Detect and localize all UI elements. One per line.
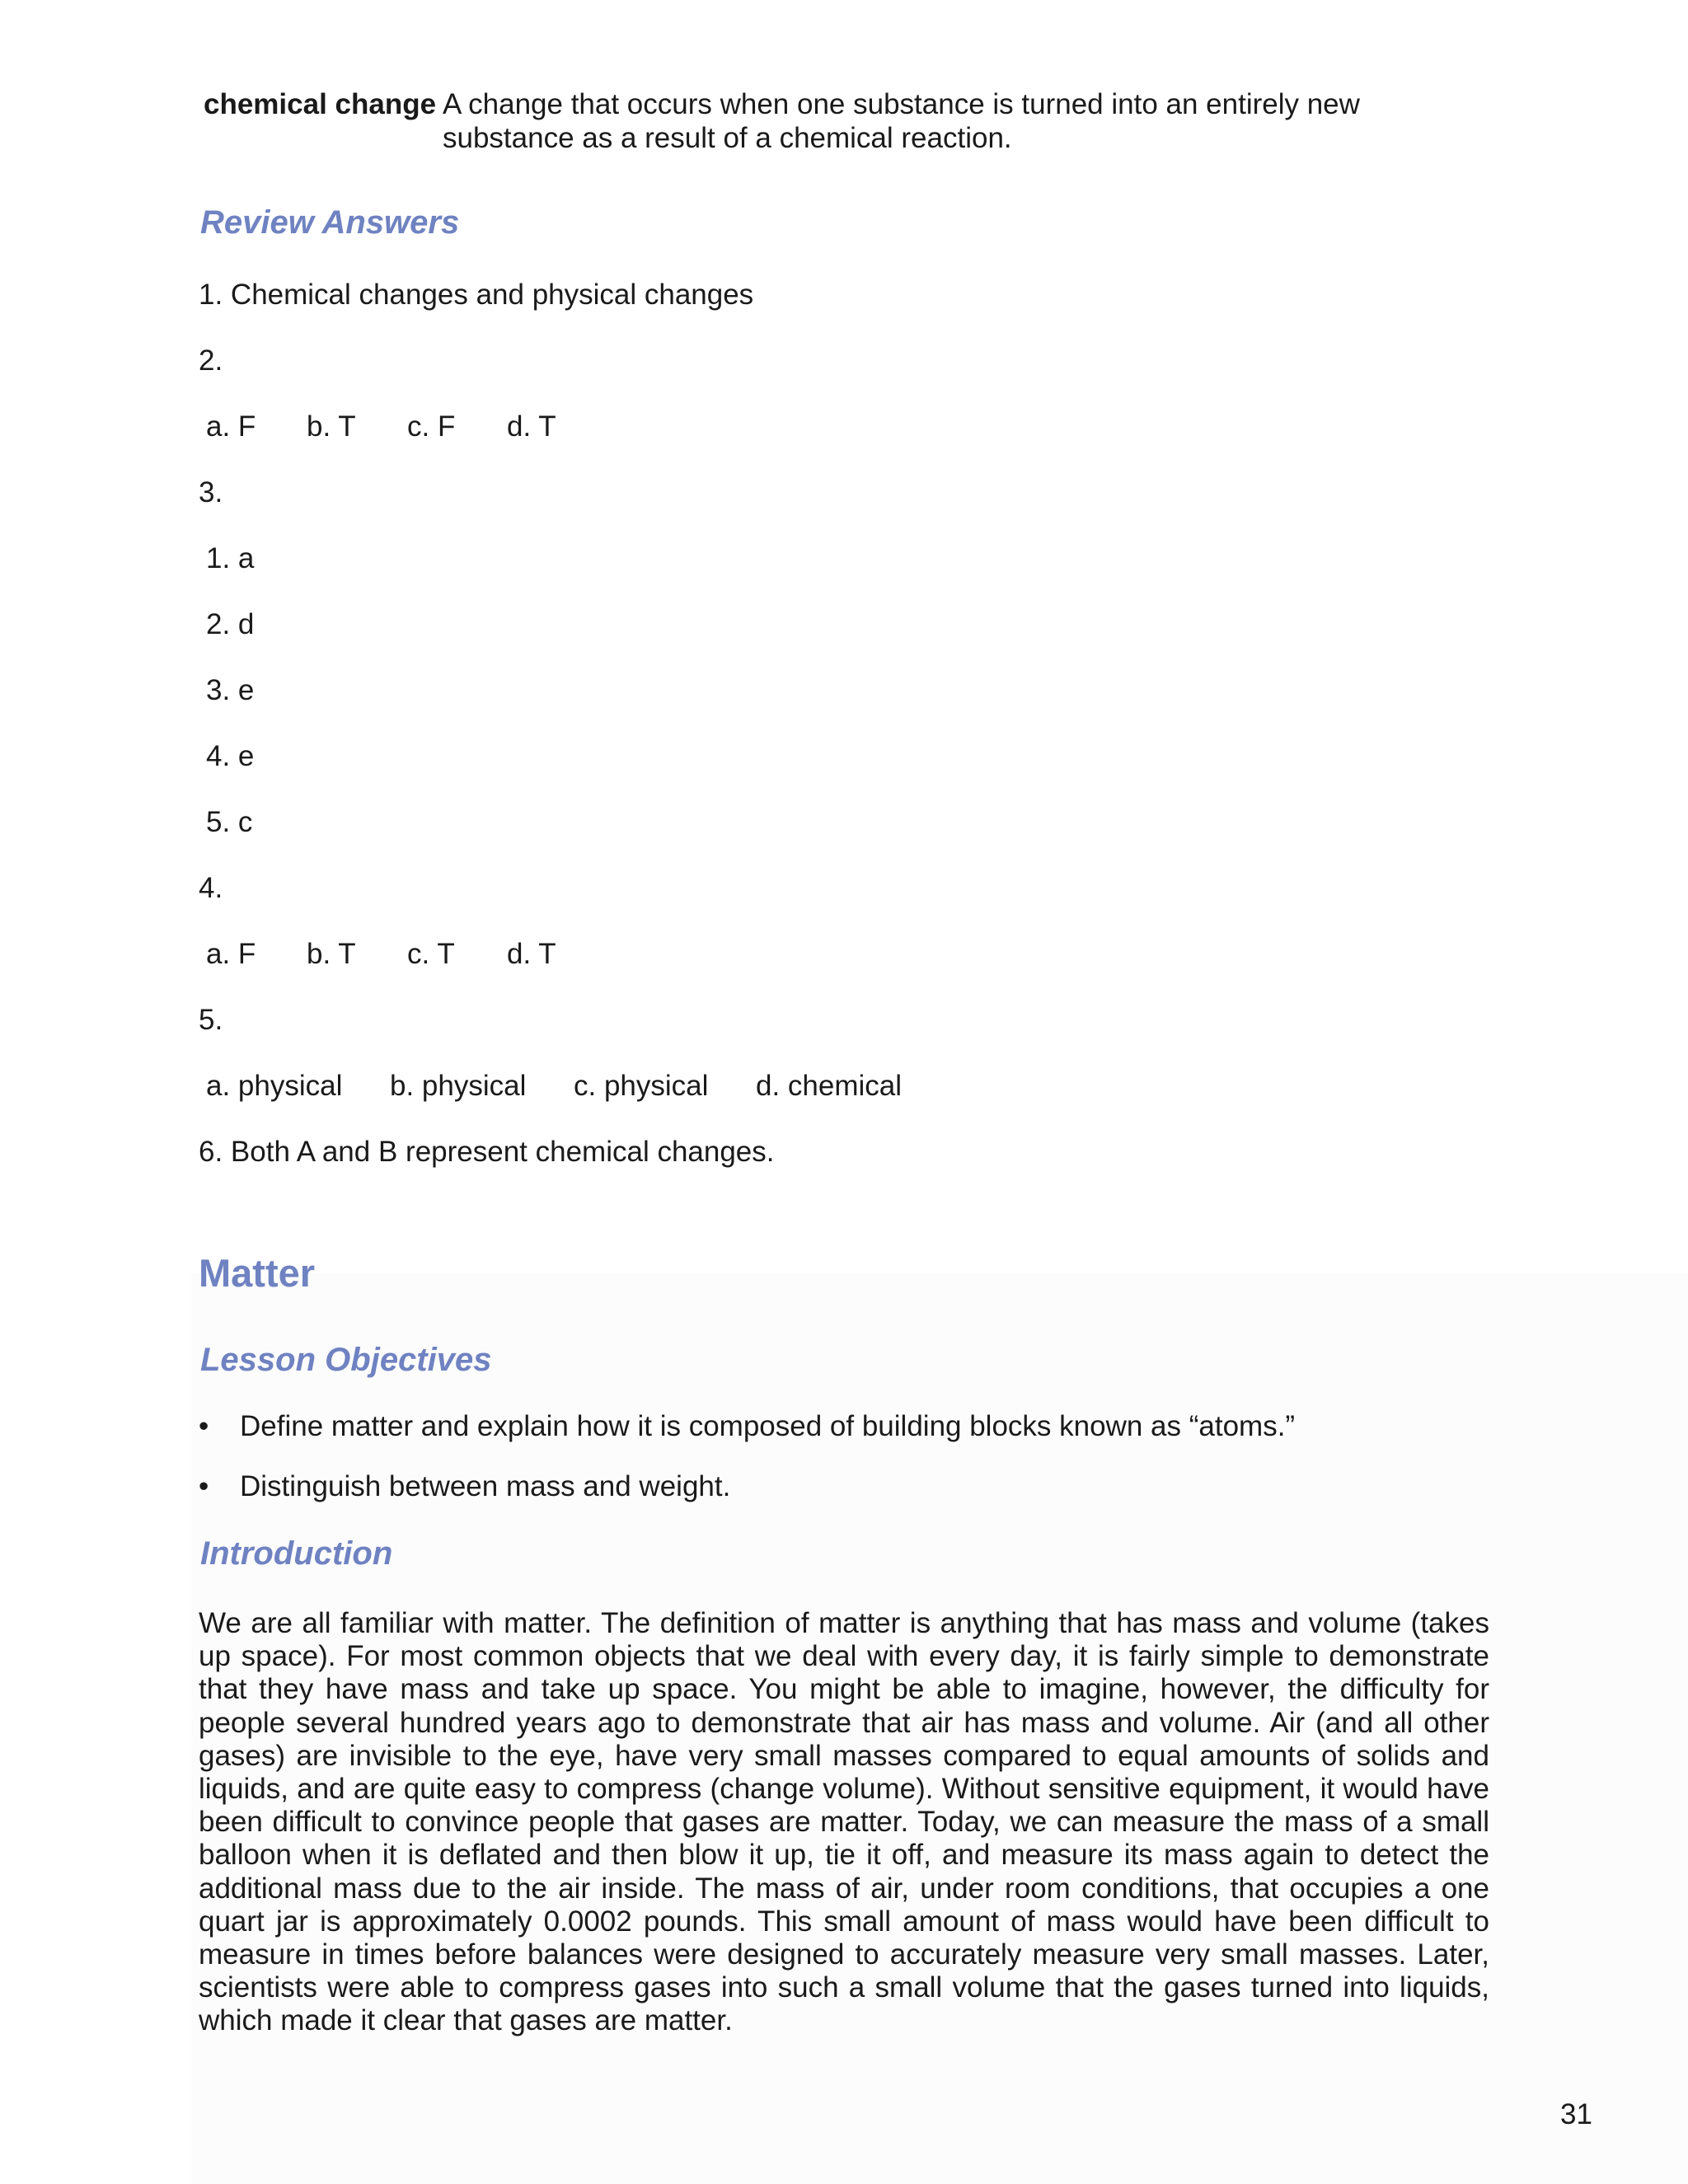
review-answer-1: 1. Chemical changes and physical changes — [199, 279, 754, 311]
bullet-icon: • — [199, 1470, 209, 1502]
review-answers-heading: Review Answers — [200, 204, 460, 241]
answer-item: b. physical — [390, 1070, 527, 1102]
introduction-paragraph: We are all familiar with matter. The definition of matter is anything that has mass and volume (takes up space). For most common objects that we deal with every day, it is fairly simple to demonstrate that they have mass and take up space. You might be able to imagine, however, the difficulty for people several hundred years ago to demonstrate that air has mass and volume. Air (and all other gases) are invisible to the eye, have very small masses compared to equal amounts of solids and liquids, and are quite easy to compress (change volume). Without sensitive equipment, it would have been difficult to convince people that gases are matter. Today, we can measure the mass of a small balloon when it is deflated and then blow it up, tie it off, and measure its mass again to detect the additional mass due to the air inside. The mass of air, under room conditions, that occupies a one quart jar is approximately 0.0002 pounds. This small amount of mass would have been difficult to measure in times before balances were designed to accurately measure very small masses. Later, scientists were able to compress gases into such a small volume that the gases turned into liquids, which made it clear that gases are matter. — [199, 1607, 1489, 2037]
page-number: 31 — [1560, 2098, 1592, 2130]
glossary-definition: A change that occurs when one substance is turned into an entirely new substance as a result of a chemical reaction. — [443, 88, 1360, 154]
objective-text: Define matter and explain how it is composed of building blocks known as “atoms.” — [240, 1410, 1296, 1442]
glossary-term: chemical change — [204, 88, 437, 120]
answer-item: a. F — [206, 410, 256, 443]
answer-item: d. T — [507, 938, 556, 970]
answer-item: 5. c — [206, 806, 253, 838]
chapter-title: Matter — [199, 1251, 316, 1295]
answer-item: 2. d — [206, 608, 255, 640]
review-question-3-label: 3. — [199, 476, 223, 509]
answer-item: a. physical — [206, 1070, 343, 1102]
answer-item: d. T — [507, 410, 556, 443]
answer-item: c. T — [407, 938, 455, 970]
review-question-5-label: 5. — [199, 1004, 223, 1036]
answer-item: c. F — [407, 410, 456, 443]
objective-text: Distinguish between mass and weight. — [240, 1470, 731, 1502]
answer-item: a. F — [206, 938, 256, 970]
answer-item: b. T — [307, 410, 356, 443]
introduction-heading: Introduction — [200, 1535, 393, 1572]
answer-item: b. T — [307, 938, 356, 970]
bullet-icon: • — [199, 1410, 209, 1442]
review-question-2-label: 2. — [199, 344, 223, 377]
answer-item: d. chemical — [756, 1070, 903, 1102]
review-question-4-label: 4. — [199, 872, 223, 904]
answer-item: 1. a — [206, 542, 255, 574]
answer-item: c. physical — [574, 1070, 709, 1102]
lesson-objectives-heading: Lesson Objectives — [200, 1342, 492, 1378]
review-answer-6: 6. Both A and B represent chemical changes. — [199, 1136, 775, 1168]
answer-item: 3. e — [206, 674, 255, 706]
answer-item: 4. e — [206, 740, 255, 772]
